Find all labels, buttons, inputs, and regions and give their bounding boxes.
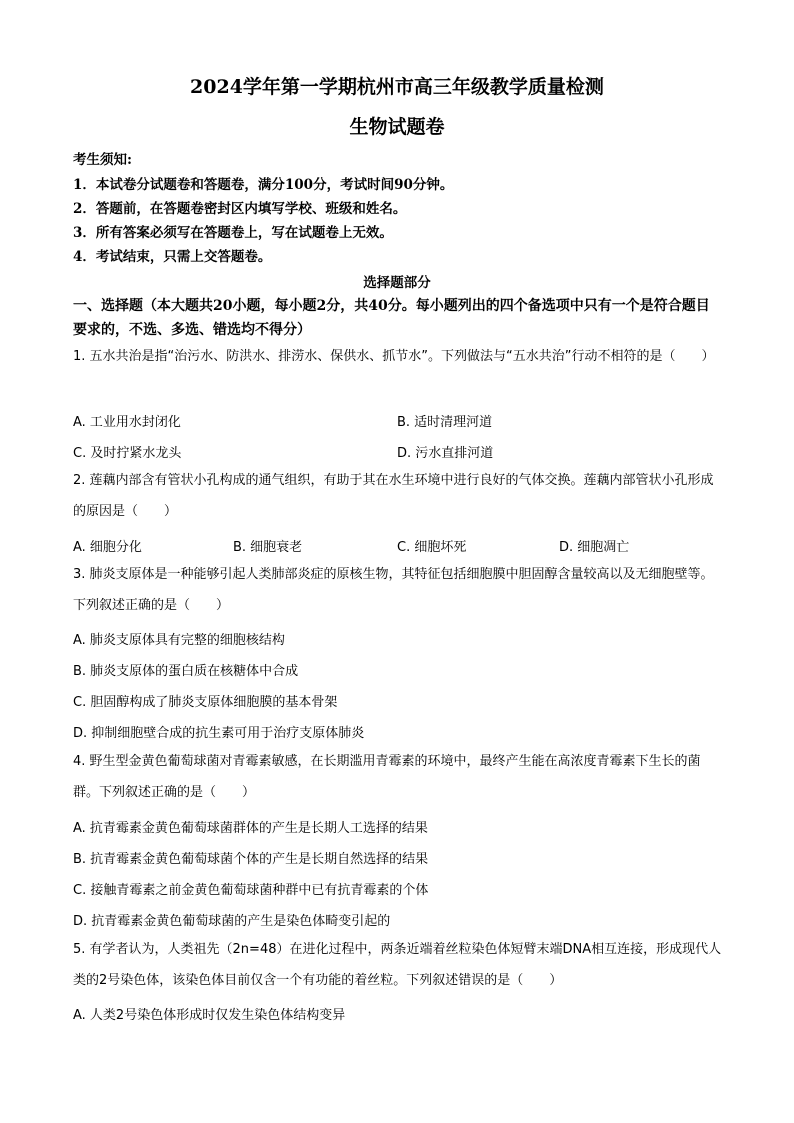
question-stem: 1. 五水共治是指“治污水、防洪水、排涝水、保供水、抓节水”。下列做法与“五水共治”行动不相符的是（ ） [73, 349, 715, 364]
option-b: B. 适时清理河道 [397, 415, 493, 430]
option-a: A. 肺炎支原体具有完整的细胞核结构 [73, 633, 285, 648]
option-a: A. 工业用水封闭化 [73, 415, 181, 430]
part-heading: 一、选择题（本大题共20小题，每小题2分，共40分。每小题列出的四个备选项中只有一个是符合题目要求的，不选、多选、错选均不得分） [73, 298, 710, 338]
question-stem: 2. 莲藕内部含有管状小孔构成的通气组织，有助于其在水生环境中进行良好的气体交换。莲藕内部管状小孔形成的原因是（ ） [73, 473, 714, 519]
exam-subtitle: 生物试题卷 [349, 116, 445, 138]
option-a: A. 抗青霉素金黄色葡萄球菌群体的产生是长期人工选择的结果 [73, 821, 428, 836]
notes-heading: 考生须知: [73, 152, 132, 168]
option-c: C. 胆固醇构成了肺炎支原体细胞膜的基本骨架 [73, 695, 338, 710]
question-stem: 3. 肺炎支原体是一种能够引起人类肺部炎症的原核生物，其特征包括细胞膜中胆固醇含量较高以及无细胞壁等。下列叙述正确的是（ ） [73, 567, 714, 613]
option-b: B. 细胞衰老 [233, 540, 303, 555]
option-d: D. 抑制细胞壁合成的抗生素可用于治疗支原体肺炎 [73, 726, 365, 741]
note-item: 1．本试卷分试题卷和答题卷，满分100分，考试时间90分钟。 [73, 177, 454, 193]
question-stem: 4. 野生型金黄色葡萄球菌对青霉素敏感，在长期滥用青霉素的环境中，最终产生能在高浓度青霉素下生长的菌群。下列叙述正确的是（ ） [73, 754, 701, 800]
exam-title: 2024学年第一学期杭州市高三年级教学质量检测 [190, 76, 604, 98]
option-c: C. 接触青霉素之前金黄色葡萄球菌种群中已有抗青霉素的个体 [73, 883, 429, 898]
note-item: 2．答题前，在答题卷密封区内填写学校、班级和姓名。 [73, 201, 407, 217]
option-d: D. 细胞凋亡 [559, 540, 630, 555]
note-item: 3．所有答案必须写在答题卷上，写在试题卷上无效。 [73, 225, 393, 241]
option-c: C. 及时拧紧水龙头 [73, 446, 182, 461]
question-stem: 5. 有学者认为，人类祖先（2n=48）在进化过程中，两条近端着丝粒染色体短臂末端DNA相互连接，形成现代人类的2号染色体，该染色体目前仅含一个有功能的着丝粒。下列叙述错误的是（ ） [73, 942, 722, 988]
option-a: A. 细胞分化 [73, 540, 142, 555]
option-b: B. 肺炎支原体的蛋白质在核糖体中合成 [73, 664, 299, 679]
note-item: 4．考试结束，只需上交答题卷。 [73, 249, 272, 265]
option-d: D. 污水直排河道 [397, 446, 494, 461]
option-b: B. 抗青霉素金黄色葡萄球菌个体的产生是长期自然选择的结果 [73, 852, 429, 867]
section-title: 选择题部分 [363, 275, 431, 291]
option-c: C. 细胞坏死 [397, 540, 467, 555]
option-a: A. 人类2号染色体形成时仅发生染色体结构变异 [73, 1008, 346, 1023]
option-d: D. 抗青霉素金黄色葡萄球菌的产生是染色体畸变引起的 [73, 914, 391, 929]
